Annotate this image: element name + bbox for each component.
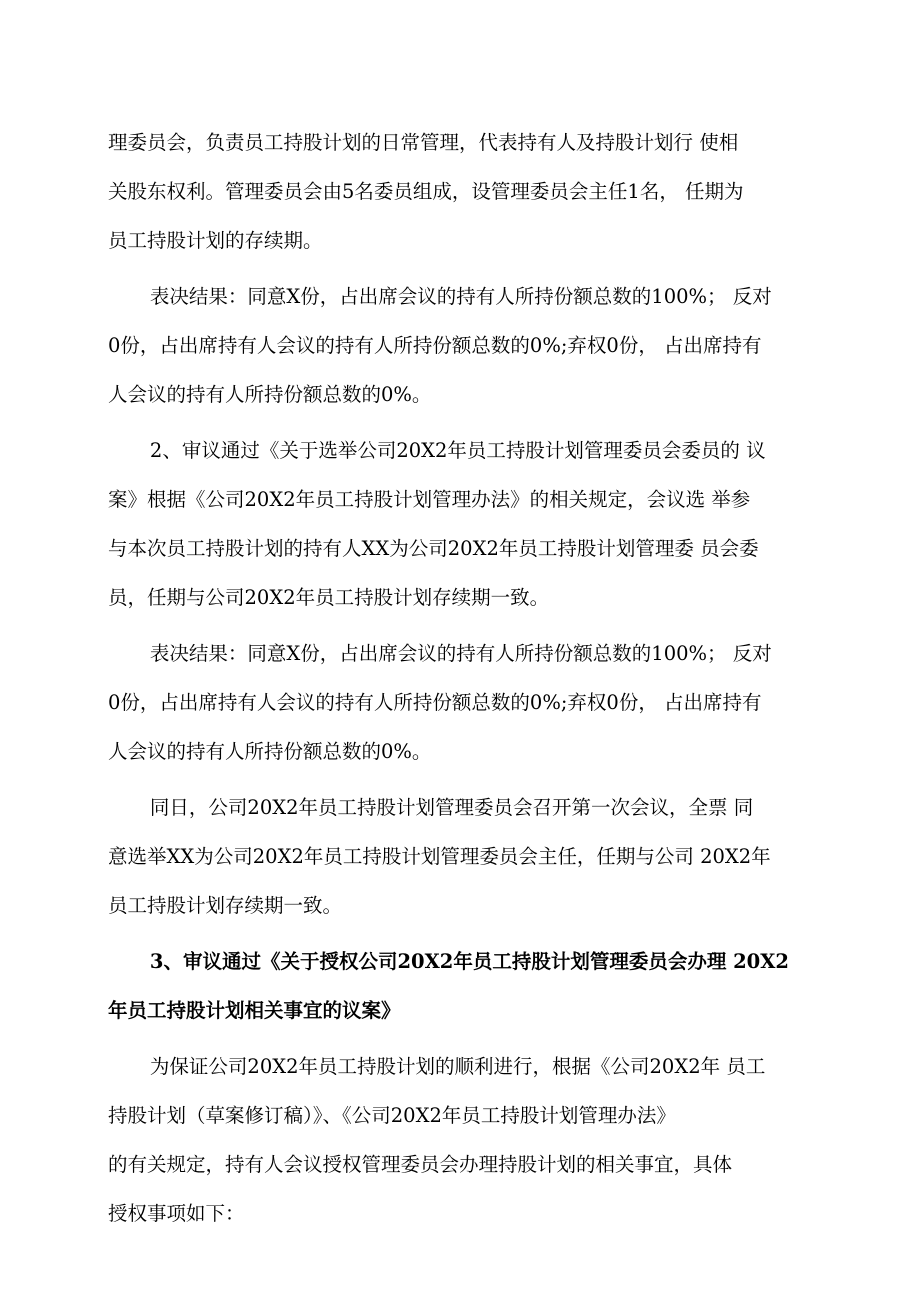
text-line: 人会议的持有人所持份额总数的0%。	[108, 383, 432, 406]
text-line: 0份，占出席持有人会议的持有人所持份额总数的0%;弃权0份， 占出席持有	[108, 334, 762, 357]
text-line: 的有关规定，持有人会议授权管理委员会办理持股计划的相关事宜，具体	[108, 1153, 733, 1176]
text-line: 意选举XX为公司20X2年员工持股计划管理委员会主任，任期与公司 20X2年	[108, 845, 771, 868]
text-line: 为保证公司20X2年员工持股计划的顺利进行，根据《公司20X2年 员工	[149, 1055, 766, 1078]
paragraph-same-day-meeting	[108, 783, 812, 930]
text-line: 持股计划（草案修订稿）》、《公司20X2年员工持股计划管理办法》	[108, 1104, 676, 1127]
text-line: 0份，占出席持有人会议的持有人所持份额总数的0%;弃权0份， 占出席持有	[108, 691, 762, 714]
text-line: 2、审议通过《关于选举公司20X2年员工持股计划管理委员会委员的 议	[149, 439, 766, 462]
paragraph-committee-duties	[108, 118, 812, 265]
text-line: 员，任期与公司20X2年员工持股计划存续期一致。	[108, 586, 550, 609]
text-line: 案》根据《公司20X2年员工持股计划管理办法》的相关规定，会议选 举参	[108, 488, 751, 511]
text-line: 授权事项如下：	[108, 1202, 245, 1225]
text-line: 关股东权利。管理委员会由5名委员组成，设管理委员会主任1名， 任期为	[108, 180, 744, 203]
text-line: 表决结果：同意X份，占出席会议的持有人所持份额总数的100%； 反对	[149, 285, 772, 308]
text-line: 年员工持股计划相关事宜的议案》	[108, 999, 401, 1022]
text-line: 与本次员工持股计划的持有人XX为公司20X2年员工持股计划管理委 员会委	[108, 537, 759, 560]
paragraph-authorization-items	[108, 1140, 812, 1238]
text-line: 3、审议通过《关于授权公司20X2年员工持股计划管理委员会办理 20X2	[149, 950, 789, 973]
text-line: 员工持股计划的存续期。	[108, 229, 323, 252]
paragraph-vote-result-1	[108, 272, 812, 419]
text-line: 表决结果：同意X份，占出席会议的持有人所持份额总数的100%； 反对	[149, 642, 772, 665]
text-line: 员工持股计划存续期一致。	[108, 894, 343, 917]
paragraph-authorization-basis	[108, 1042, 812, 1140]
text-line: 人会议的持有人所持份额总数的0%。	[108, 740, 432, 763]
text-line: 理委员会，负责员工持股计划的日常管理，代表持有人及持股计划行 使相	[108, 131, 739, 154]
paragraph-vote-result-2	[108, 629, 812, 776]
paragraph-motion-2	[108, 426, 812, 622]
text-line: 同日，公司20X2年员工持股计划管理委员会召开第一次会议，全票 同	[149, 796, 754, 819]
paragraph-motion-3-heading	[108, 937, 812, 1035]
